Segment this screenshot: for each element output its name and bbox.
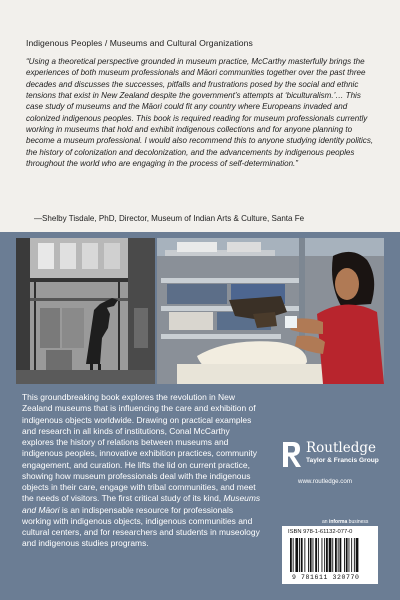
imprint-line: an informa business [322, 519, 369, 525]
endorsement-quote: “Using a theoretical perspective grounded in museum practice, McCarthy masterfully brings the experiences of both museum professionals and Māori communities together over the past three decades and discusses the successes, pitfalls and frustrations posed by the social and ethnic tensions that exist in New Zealand despite the government’s attempts at ‘biculturalism.’… This case study of museums and the Māori could fit any country where Europeans invaded and colonized indigenous peoples. This book is required reading for museum professionals currently working in museums that hold and exhibit indigenous collections and for anyone planning to become a museum professional. I would also recommend this to anyone studying identity politics, the history of colonization and decolonization, and the advancements by indigenous peoples throughout the world who are engaging in the process of self-determination.” [26, 57, 374, 169]
barcode-number: 9 781611 320770 [292, 574, 360, 581]
publisher-url: www.routledge.com [298, 478, 352, 485]
barcode-image [290, 538, 370, 572]
book-description [22, 392, 262, 550]
historical-museum-photo [16, 238, 155, 384]
description-part-1: This groundbreaking book explores the revolution in New Zealand museums that is influencing the care and exhibition of indigenous objects worldwide. Drawing on practical examples and research in all kinds of institutions, Conal McCarthy explores the history of relations between museums and indigenous peoples, innovative exhibition practices, community engagement, and curation. He lifts the lid on current practice, showing how museum professionals deal with the indigenous objects in their care, engage with tribal communities, and meet the needs of visitors. The first critical study of its kind, [22, 392, 257, 504]
curator-photo [157, 238, 384, 384]
endorsement-attribution: —Shelby Tisdale, PhD, Director, Museum of Indian Arts & Culture, Santa Fe [34, 214, 305, 223]
informa-brand: informa [328, 519, 348, 525]
subject-category: Indigenous Peoples / Museums and Cultural Organizations [26, 38, 253, 48]
isbn-number: ISBN 978-1-61132-077-0 [288, 529, 353, 535]
endorsement-panel [0, 0, 400, 232]
description-part-2: is an indispensable resource for professionals working with indigenous objects, indigenous communities and cultural centers, and for researchers and students in museology and indigenous studies programs. [22, 504, 260, 549]
barcode-panel [282, 526, 378, 584]
publisher-group: Taylor & Francis Group [306, 457, 379, 464]
book-title-italic: Museums and Māori [22, 493, 261, 515]
routledge-logo-icon [280, 440, 302, 468]
publisher-name: Routledge [306, 440, 376, 456]
